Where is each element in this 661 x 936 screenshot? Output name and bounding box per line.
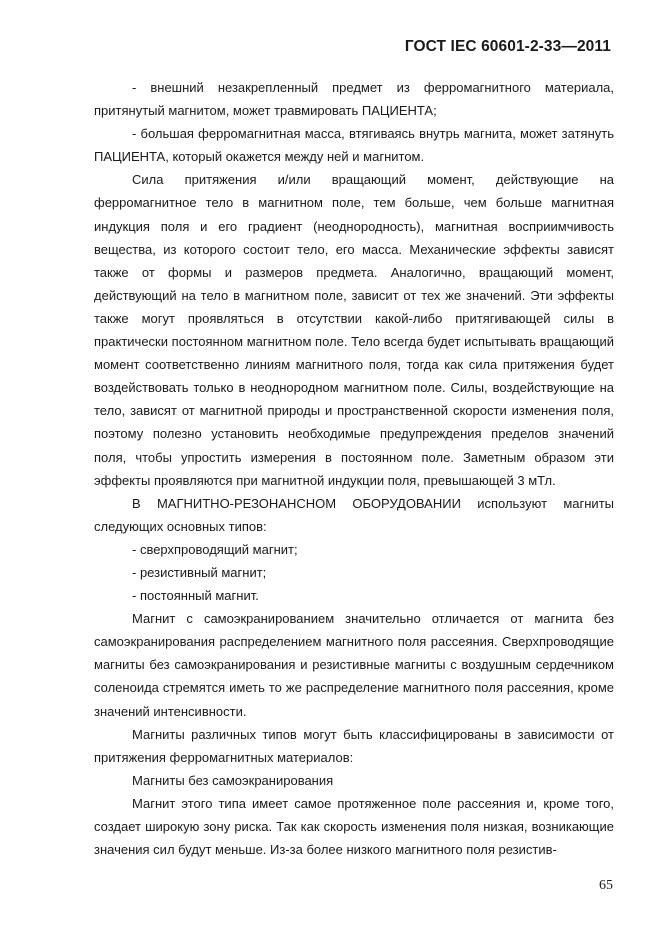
paragraph: Сила притяжения и/или вращающий момент, действующие на ферромагнитное тело в магнитном поле, тем больше, чем больше магнитная индукция поля и его градиент (неоднородность), магнитная восприимчивость вещества, из которого состоит тело, его масса. Механические эффекты зависят также от формы и размеров предмета. Аналогично, вращающий момент, действующий на тело в магнитном поле, зависит от тех же значений. Эти эффекты также могут проявляться в отсутствии какой-либо притягивающей силы в практически постоянном магнитном поле. Тело всегда будет испытывать вращающий момент соответственно линиям магнитного поля, тогда как сила притяжения будет воздействовать только в неоднородном магнитном поле. Силы, воздействующие на тело, зависят от магнитной природы и пространственной скорости изменения поля, поэтому полезно установить необходимые предупреждения пределов значений поля, чтобы упростить измерения в постоянном поле. Заметным образом эти эффекты проявляются при магнитной индукции поля, превышающей 3 мТл. [94, 172, 614, 488]
standard-header: ГОСТ IEC 60601-2-33—2011 [404, 38, 611, 55]
paragraph-list-item: - большая ферромагнитная масса, втягиваясь внутрь магнита, может затянуть ПАЦИЕНТА, который окажется между ней и магнитом. [94, 126, 614, 165]
document-body [94, 76, 614, 861]
paragraph: В МАГНИТНО-РЕЗОНАНСНОМ ОБОРУДОВАНИИ используют магниты следующих основных типов: [94, 495, 614, 534]
page-number: 65 [599, 878, 613, 893]
paragraph: Магнит этого типа имеет самое протяженное поле рассеяния и, кроме того, создает широкую зону риска. Так как скорость изменения поля низкая, возникающие значения сил будут меньше. Из-за более низкого магнитного поля резистив- [94, 795, 614, 858]
paragraph-list-item: - резистивный магнит; [132, 564, 267, 580]
paragraph: Магнит с самоэкранированием значительно отличается от магнита без самоэкранирования распределением магнитного поля рассеяния. Сверхпроводящие магниты без самоэкранирования и резистивные магниты с воздушным сердечником соленоида стремятся иметь то же распределение магнитного поля рассеяния, кроме значений интенсивности. [94, 611, 614, 719]
paragraph: Магниты различных типов могут быть классифицированы в зависимости от притяжения ферромагнитных материалов: [94, 726, 614, 765]
paragraph-list-item: - сверхпроводящий магнит; [132, 541, 298, 557]
subheading: Магниты без самоэкранирования [132, 772, 334, 788]
paragraph-list-item: - внешний незакрепленный предмет из ферромагнитного материала, притянутый магнитом, может травмировать ПАЦИЕНТА; [94, 80, 614, 119]
paragraph-list-item: - постоянный магнит. [132, 588, 259, 604]
